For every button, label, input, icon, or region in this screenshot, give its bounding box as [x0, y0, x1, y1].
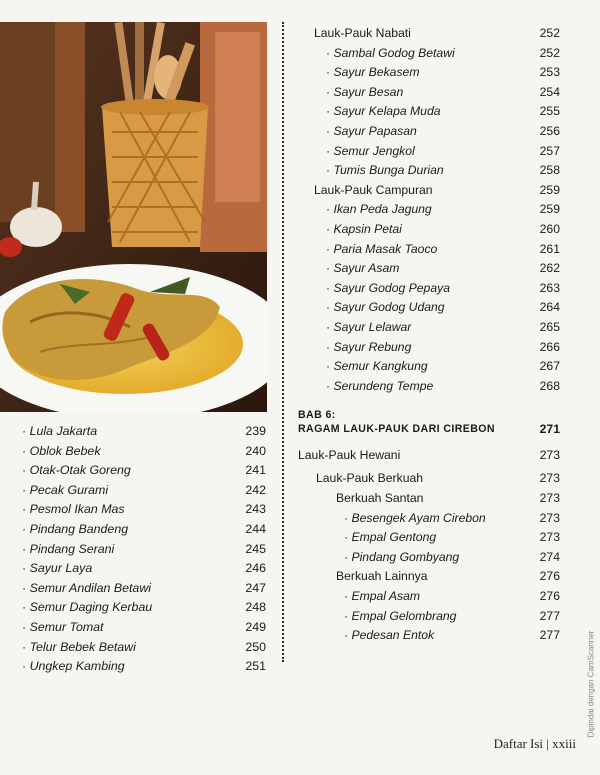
toc-entry[interactable] — [298, 240, 560, 260]
page-number: 244 — [245, 521, 266, 536]
entry-title: · Sayur Rebung — [326, 338, 411, 358]
page-number: 266 — [539, 339, 560, 354]
page-number: 245 — [245, 541, 266, 556]
toc-entry[interactable] — [22, 422, 266, 442]
page-number: 257 — [539, 143, 560, 158]
entry-title: · Serundeng Tempe — [326, 377, 433, 397]
entry-title: · Sayur Papasan — [326, 122, 417, 142]
toc-entry[interactable] — [22, 579, 266, 599]
page-number: 250 — [245, 639, 266, 654]
entry-title: · Ikan Peda Jagung — [326, 200, 432, 220]
entry-title: · Lula Jakarta — [22, 422, 97, 442]
toc-entry[interactable] — [298, 122, 560, 142]
toc-entry[interactable] — [22, 638, 266, 658]
toc-entry[interactable] — [22, 559, 266, 579]
toc-entry[interactable] — [298, 142, 560, 162]
page-number: 246 — [245, 561, 266, 576]
entry-title: · Paria Masak Taoco — [326, 240, 437, 260]
entry-title: · Semur Andilan Betawi — [22, 579, 151, 599]
entry-title: · Telur Bebek Betawi — [22, 638, 136, 658]
toc-entry[interactable] — [298, 607, 560, 627]
entry-title: · Tumis Bunga Durian — [326, 161, 444, 181]
page-number: 239 — [245, 424, 266, 438]
entry-title: · Otak-Otak Goreng — [22, 461, 131, 481]
page-number: 276 — [539, 569, 560, 584]
entry-title: · Sayur Kelapa Muda — [326, 102, 441, 122]
toc-entry[interactable] — [298, 298, 560, 318]
page-number: 255 — [539, 104, 560, 119]
page-number: 240 — [245, 443, 266, 458]
page-number: 271 — [539, 422, 560, 437]
subcategory-title: Berkuah Lainnya — [336, 569, 428, 584]
toc-entry[interactable] — [22, 520, 266, 540]
entry-title: · Sayur Bekasem — [326, 63, 419, 83]
entry-title: · Oblok Bebek — [22, 442, 101, 462]
column-divider — [282, 22, 284, 662]
toc-entry[interactable] — [298, 200, 560, 220]
page-number: 260 — [539, 221, 560, 236]
page-number: 253 — [539, 65, 560, 80]
recipe-list-right — [298, 24, 560, 646]
page-number: 243 — [245, 502, 266, 517]
footer-separator: | — [546, 736, 549, 751]
entry-title: · Sambal Godog Betawi — [326, 44, 455, 64]
toc-entry[interactable] — [22, 500, 266, 520]
page-number: 273 — [539, 491, 560, 506]
page-number: 267 — [539, 359, 560, 374]
category-row[interactable] — [298, 24, 560, 44]
page-number: 251 — [245, 659, 266, 674]
footer — [494, 736, 576, 752]
page-number: 252 — [539, 45, 560, 60]
page-number: 241 — [245, 463, 266, 478]
toc-entry[interactable] — [298, 83, 560, 103]
page-number: 277 — [539, 628, 560, 643]
toc-entry[interactable] — [298, 102, 560, 122]
toc-entry[interactable] — [298, 626, 560, 646]
toc-entry[interactable] — [298, 318, 560, 338]
toc-entry[interactable] — [22, 598, 266, 618]
toc-entry[interactable] — [298, 587, 560, 607]
toc-entry[interactable] — [22, 481, 266, 501]
subcategory-row[interactable] — [298, 567, 560, 587]
chapter-row[interactable] — [298, 420, 560, 440]
category-title: Lauk-Pauk Hewani — [298, 447, 401, 462]
toc-entry[interactable] — [22, 540, 266, 560]
page-number: 276 — [539, 589, 560, 604]
category-title: Lauk-Pauk Nabati — [314, 26, 411, 40]
entry-title: · Empal Asam — [344, 587, 420, 607]
entry-title: · Ungkep Kambing — [22, 657, 125, 677]
entry-title: · Semur Jengkol — [326, 142, 415, 162]
entry-title: · Pecak Gurami — [22, 481, 108, 501]
subcategory-row[interactable] — [298, 469, 560, 489]
toc-entry[interactable] — [22, 618, 266, 638]
footer-label: Daftar Isi — [493, 736, 544, 751]
page-number: 247 — [245, 580, 266, 595]
toc-entry[interactable] — [22, 442, 266, 462]
toc-entry[interactable] — [22, 461, 266, 481]
page-number: 273 — [539, 471, 560, 486]
entry-title: · Besengek Ayam Cirebon — [344, 509, 486, 529]
entry-title: · Sayur Besan — [326, 83, 403, 103]
page-number: 256 — [539, 123, 560, 138]
category-row[interactable] — [298, 181, 560, 201]
subcategory-title: Lauk-Pauk Berkuah — [316, 471, 424, 486]
subcategory-row[interactable] — [298, 489, 560, 509]
page-number: 249 — [245, 619, 266, 634]
page-number: 273 — [539, 510, 560, 525]
toc-entry[interactable] — [298, 161, 560, 181]
page-number: 261 — [539, 241, 560, 256]
entry-title: · Semur Daging Kerbau — [22, 598, 152, 618]
toc-entry[interactable] — [298, 338, 560, 358]
entry-title: · Kapsin Petai — [326, 220, 402, 240]
entry-title: · Pindang Serani — [22, 540, 114, 560]
entry-title: · Pindang Bandeng — [22, 520, 128, 540]
toc-entry[interactable] — [298, 509, 560, 529]
chapter-title: RAGAM LAUK-PAUK DARI CIREBON — [298, 423, 495, 436]
entry-title: · Semur Kangkung — [326, 357, 428, 377]
page-number: 259 — [539, 202, 560, 217]
category-title: Lauk-Pauk Campuran — [314, 182, 433, 197]
entry-title: · Sayur Godog Udang — [326, 298, 445, 318]
page-number: 274 — [539, 549, 560, 564]
entry-title: · Semur Tomat — [22, 618, 104, 638]
toc-entry[interactable] — [298, 220, 560, 240]
subcategory-title: Berkuah Santan — [336, 491, 424, 506]
chapter-label: BAB 6: — [298, 409, 336, 422]
page-number: 262 — [539, 261, 560, 276]
page-number: 248 — [245, 600, 266, 615]
page-number: 273 — [539, 530, 560, 545]
toc-entry[interactable] — [298, 548, 560, 568]
entry-title: · Sayur Godog Pepaya — [326, 279, 450, 299]
page-number: 264 — [539, 300, 560, 315]
page-number: 273 — [539, 447, 560, 462]
entry-title: · Pindang Gombyang — [344, 548, 459, 568]
page-number: 263 — [539, 280, 560, 295]
food-photo — [0, 22, 267, 412]
page-number: 258 — [539, 163, 560, 178]
entry-title: · Sayur Laya — [22, 559, 92, 579]
toc-entry[interactable] — [298, 44, 560, 64]
toc-entry[interactable] — [298, 357, 560, 377]
recipe-list-left — [22, 422, 266, 677]
entry-title: · Pesmol Ikan Mas — [22, 500, 125, 520]
toc-entry[interactable] — [298, 377, 560, 397]
page-number: 277 — [539, 608, 560, 623]
page-number: 268 — [539, 378, 560, 393]
toc-entry[interactable] — [298, 528, 560, 548]
entry-title: · Empal Gelombrang — [344, 607, 456, 627]
toc-entry[interactable] — [298, 63, 560, 83]
toc-entry[interactable] — [22, 657, 266, 677]
entry-title: · Sayur Lelawar — [326, 318, 411, 338]
watermark-text: Dipindai dengan CamScanner — [586, 630, 596, 738]
page-number: 254 — [539, 84, 560, 99]
page-number: 252 — [539, 26, 560, 40]
toc-entry[interactable] — [298, 259, 560, 279]
category-row[interactable] — [298, 446, 560, 466]
entry-title: · Empal Gentong — [344, 528, 436, 548]
entry-title: · Sayur Asam — [326, 259, 399, 279]
page-number: 259 — [539, 182, 560, 197]
toc-entry[interactable] — [298, 279, 560, 299]
footer-page: xxiii — [552, 736, 576, 751]
scanner-watermark — [585, 600, 597, 768]
page-number: 265 — [539, 319, 560, 334]
entry-title: · Pedesan Entok — [344, 626, 434, 646]
page-number: 242 — [245, 482, 266, 497]
